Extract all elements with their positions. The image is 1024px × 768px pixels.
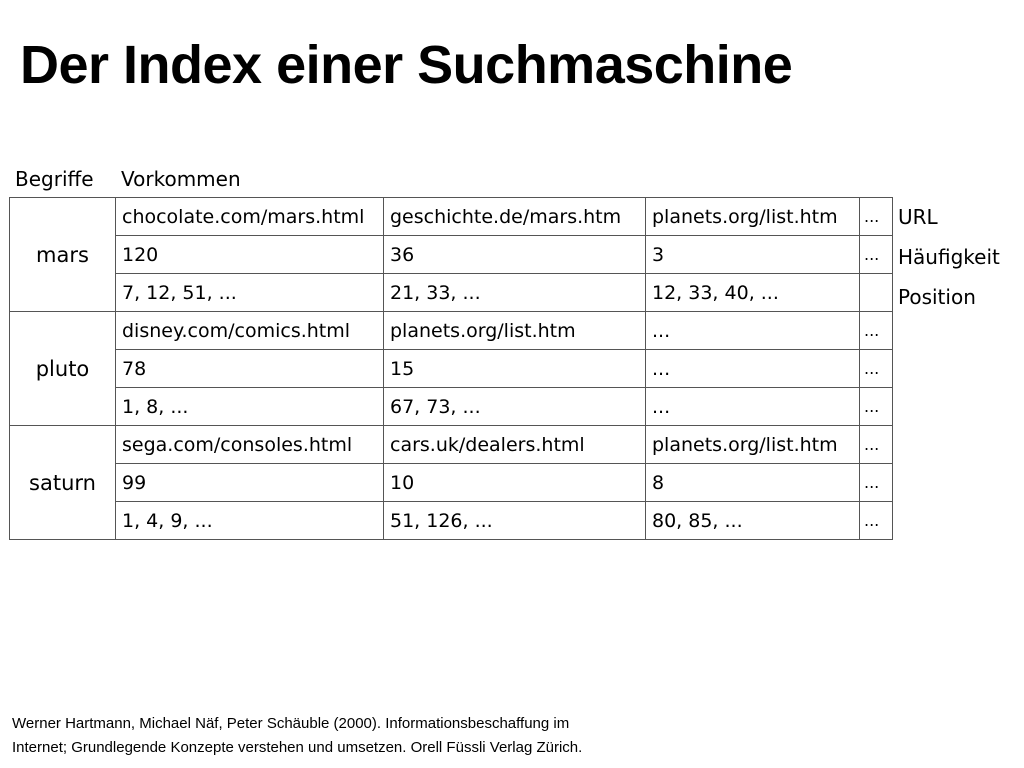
table-cell: planets.org/list.htm <box>384 312 646 350</box>
table-cell: ... <box>860 464 893 502</box>
row-labels <box>898 197 1000 317</box>
table-cell: ... <box>860 350 893 388</box>
table-cell: 12, 33, 40, ... <box>646 274 860 312</box>
citation-line: Werner Hartmann, Michael Näf, Peter Schäuble (2000). Informationsbeschaffung im <box>12 715 570 732</box>
table-cell: sega.com/consoles.html <box>116 426 384 464</box>
table-cell: cars.uk/dealers.html <box>384 426 646 464</box>
table-cell: 78 <box>116 350 384 388</box>
table-cell <box>860 274 893 312</box>
table-row <box>10 274 893 312</box>
table-cell: 51, 126, ... <box>384 502 646 540</box>
table-cell: 10 <box>384 464 646 502</box>
table-row <box>10 464 893 502</box>
table-row <box>10 198 893 236</box>
row-label-position: Position <box>898 285 976 309</box>
table-cell: 67, 73, ... <box>384 388 646 426</box>
term-cell: saturn <box>10 426 116 540</box>
table-cell: planets.org/list.htm <box>646 198 860 236</box>
table-cell: 36 <box>384 236 646 274</box>
table-cell: ... <box>860 198 893 236</box>
table-row <box>10 426 893 464</box>
table-row <box>10 236 893 274</box>
column-header-occurrences: Vorkommen <box>121 167 241 191</box>
table-cell: planets.org/list.htm <box>646 426 860 464</box>
table-cell: 120 <box>116 236 384 274</box>
citation <box>12 712 582 760</box>
table-cell: ... <box>860 312 893 350</box>
table-cell: ... <box>646 312 860 350</box>
table-cell: 3 <box>646 236 860 274</box>
row-label-url: URL <box>898 205 938 229</box>
table-cell: 1, 8, ... <box>116 388 384 426</box>
table-cell: ... <box>646 350 860 388</box>
table-cell: 80, 85, ... <box>646 502 860 540</box>
table-row <box>10 312 893 350</box>
citation-line: Internet; Grundlegende Konzepte verstehen und umsetzen. Orell Füssli Verlag Zürich. <box>12 739 583 756</box>
row-label-frequency: Häufigkeit <box>898 245 1000 269</box>
table-cell: ... <box>860 236 893 274</box>
table-row <box>10 388 893 426</box>
column-header-terms: Begriffe <box>15 167 94 191</box>
table-row <box>10 350 893 388</box>
index-table <box>9 197 893 540</box>
table-cell: 21, 33, ... <box>384 274 646 312</box>
table-cell: 99 <box>116 464 384 502</box>
table-cell: 8 <box>646 464 860 502</box>
table-cell: disney.com/comics.html <box>116 312 384 350</box>
table-cell: chocolate.com/mars.html <box>116 198 384 236</box>
term-cell: pluto <box>10 312 116 426</box>
table-cell: ... <box>646 388 860 426</box>
table-row <box>10 502 893 540</box>
table-cell: 15 <box>384 350 646 388</box>
term-cell: mars <box>10 198 116 312</box>
slide-title: Der Index einer Suchmaschine <box>20 35 793 95</box>
table-cell: ... <box>860 388 893 426</box>
table-cell: ... <box>860 502 893 540</box>
table-cell: 7, 12, 51, ... <box>116 274 384 312</box>
table-cell: 1, 4, 9, ... <box>116 502 384 540</box>
table-cell: ... <box>860 426 893 464</box>
table-cell: geschichte.de/mars.htm <box>384 198 646 236</box>
